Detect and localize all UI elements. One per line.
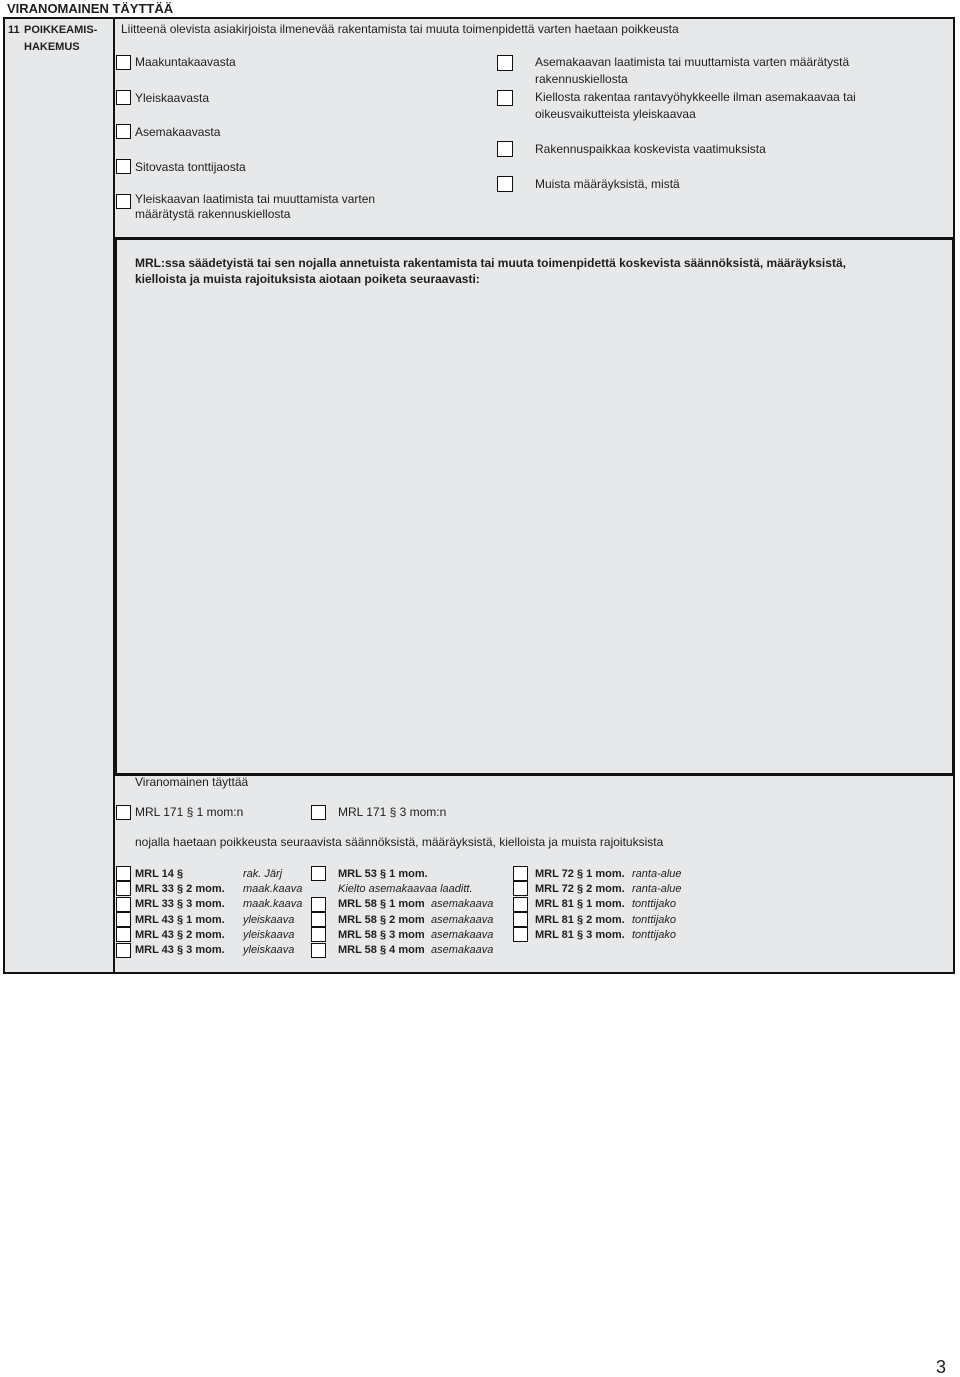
provision-code: MRL 43 § 3 mom. bbox=[135, 944, 225, 956]
provision-code: MRL 72 § 2 mom. bbox=[535, 883, 625, 895]
provision-code: MRL 58 § 2 mom bbox=[338, 914, 425, 926]
option-label-line: Yleiskaavan laatimista tai muuttamista varten bbox=[135, 192, 376, 206]
section-number: 11 bbox=[8, 24, 20, 36]
option-label-line: Asemakaavan laatimista tai muuttamista varten määrätystä bbox=[535, 55, 850, 69]
provision-note: maak.kaava bbox=[243, 883, 303, 895]
deviation-prompt-line1: MRL:ssa säädetyistä tai sen nojalla annetuista rakentamista tai muuta toimenpidettä koskevista säännöksistä, määräyksistä, bbox=[135, 256, 846, 270]
section-title-line1: POIKKEAMIS- bbox=[24, 24, 98, 36]
provision-code: MRL 81 § 2 mom. bbox=[535, 914, 625, 926]
option-label-line: määrätystä rakennuskiellosta bbox=[135, 207, 291, 221]
checkbox-sitova-tonttijako[interactable] bbox=[116, 159, 131, 174]
checkbox-asemakaava[interactable] bbox=[116, 124, 131, 139]
deviation-answer-field[interactable] bbox=[135, 296, 946, 767]
basis-label-mrl-171-3: MRL 171 § 3 mom:n bbox=[338, 805, 447, 819]
basis-label-mrl-171-1: MRL 171 § 1 mom:n bbox=[135, 805, 244, 819]
checkbox-mrl-171-3[interactable] bbox=[311, 805, 326, 820]
provision-code: MRL 43 § 2 mom. bbox=[135, 929, 225, 941]
provision-code: MRL 53 § 1 mom. bbox=[338, 868, 428, 880]
deviation-description-box bbox=[114, 237, 955, 776]
provision-checkbox-mrl-33-3[interactable] bbox=[116, 897, 131, 912]
provision-note: asemakaava bbox=[431, 898, 494, 910]
option-label-line: oikeusvaikutteista yleiskaavaa bbox=[535, 107, 696, 121]
provision-note: asemakaava bbox=[431, 929, 494, 941]
option-label-yleiskaava: Yleiskaavasta bbox=[135, 91, 210, 105]
provision-code: MRL 14 § bbox=[135, 868, 184, 880]
authority-label: Viranomainen täyttää bbox=[135, 775, 249, 789]
page-number: 3 bbox=[936, 1357, 947, 1377]
provision-checkbox-mrl-81-2[interactable] bbox=[513, 912, 528, 927]
provision-code: MRL 81 § 1 mom. bbox=[535, 898, 625, 910]
provision-checkbox-mrl-72-2[interactable] bbox=[513, 881, 528, 896]
provision-checkbox-mrl-58-4[interactable] bbox=[311, 943, 326, 958]
deviation-prompt bbox=[135, 255, 846, 287]
provisions-intro: nojalla haetaan poikkeusta seuraavista säännöksistä, määräyksistä, kielloista ja muista rajoituksista bbox=[135, 835, 664, 849]
provision-note: asemakaava bbox=[431, 944, 494, 956]
provision-checkbox-mrl-43-1[interactable] bbox=[116, 912, 131, 927]
provision-checkbox-mrl-81-1[interactable] bbox=[513, 897, 528, 912]
provision-note: yleiskaava bbox=[243, 929, 295, 941]
provision-checkbox-mrl-58-1[interactable] bbox=[311, 897, 326, 912]
provision-code: MRL 33 § 3 mom. bbox=[135, 898, 225, 910]
checkbox-rakennuspaikka-vaatimukset[interactable] bbox=[497, 141, 513, 157]
checkbox-asemakaava-rakennuskielto[interactable] bbox=[497, 55, 513, 71]
option-label-line: rakennuskiellosta bbox=[535, 72, 628, 86]
section-title-line2: HAKEMUS bbox=[24, 41, 80, 53]
provision-code: MRL 58 § 4 mom bbox=[338, 944, 425, 956]
provision-checkbox-mrl-58-3[interactable] bbox=[311, 927, 326, 942]
provision-code: MRL 58 § 1 mom bbox=[338, 898, 425, 910]
provision-note: ranta-alue bbox=[632, 868, 682, 880]
provision-note: Kielto asemakaavaa laaditt. bbox=[338, 883, 473, 895]
checkbox-yleiskaava-rakennuskielto[interactable] bbox=[116, 194, 131, 209]
provision-checkbox-mrl-53-1[interactable] bbox=[311, 866, 326, 881]
provision-code: MRL 33 § 2 mom. bbox=[135, 883, 225, 895]
provision-note: maak.kaava bbox=[243, 898, 303, 910]
option-label-rantavyohyke bbox=[535, 89, 856, 123]
checkbox-maakuntakaava[interactable] bbox=[116, 55, 131, 70]
provision-note: ranta-alue bbox=[632, 883, 682, 895]
option-label-line: Kiellosta rakentaa rantavyöhykkeelle ilman asemakaavaa tai bbox=[535, 90, 856, 104]
provision-note: tonttijako bbox=[632, 898, 677, 910]
option-label-asemakaava-rakennuskielto bbox=[535, 54, 849, 88]
checkbox-rantavyohyke[interactable] bbox=[497, 90, 513, 106]
provision-code: MRL 81 § 3 mom. bbox=[535, 929, 625, 941]
provision-checkbox-mrl-58-2[interactable] bbox=[311, 912, 326, 927]
section-intro: Liitteenä olevista asiakirjoista ilmenevää rakentamista tai muuta toimenpidettä varten haetaan poikkeusta bbox=[121, 22, 679, 36]
provision-checkbox-mrl-33-2[interactable] bbox=[116, 881, 131, 896]
option-label-sitova-tonttijako: Sitovasta tonttijaosta bbox=[135, 160, 246, 174]
provision-note: asemakaava bbox=[431, 914, 494, 926]
provision-checkbox-mrl-43-2[interactable] bbox=[116, 927, 131, 942]
option-label-rakennuspaikka-vaatimukset: Rakennuspaikkaa koskevista vaatimuksista bbox=[535, 142, 766, 156]
page-header-title: VIRANOMAINEN TÄYTTÄÄ bbox=[7, 1, 174, 16]
provision-note: yleiskaava bbox=[243, 914, 295, 926]
option-label-asemakaava: Asemakaavasta bbox=[135, 125, 221, 139]
provision-note: tonttijako bbox=[632, 929, 677, 941]
option-label-muut-maaraykset: Muista määräyksistä, mistä bbox=[535, 177, 680, 191]
provision-checkbox-mrl-81-3[interactable] bbox=[513, 927, 528, 942]
option-label-maakuntakaava: Maakuntakaavasta bbox=[135, 55, 236, 69]
provision-note: yleiskaava bbox=[243, 944, 295, 956]
provision-code: MRL 43 § 1 mom. bbox=[135, 914, 225, 926]
provision-note: tonttijako bbox=[632, 914, 677, 926]
provision-checkbox-mrl-14[interactable] bbox=[116, 866, 131, 881]
provision-code: MRL 58 § 3 mom bbox=[338, 929, 425, 941]
provision-checkbox-mrl-43-3[interactable] bbox=[116, 943, 131, 958]
checkbox-muut-maaraykset[interactable] bbox=[497, 176, 513, 192]
provision-code: MRL 72 § 1 mom. bbox=[535, 868, 625, 880]
checkbox-yleiskaava[interactable] bbox=[116, 90, 131, 105]
provision-checkbox-mrl-72-1[interactable] bbox=[513, 866, 528, 881]
deviation-prompt-line2: kielloista ja muista rajoituksista aiotaan poiketa seuraavasti: bbox=[135, 272, 480, 286]
provision-note: rak. Järj bbox=[243, 868, 283, 880]
option-label-yleiskaava-rakennuskielto bbox=[135, 192, 375, 222]
checkbox-mrl-171-1[interactable] bbox=[116, 805, 131, 820]
